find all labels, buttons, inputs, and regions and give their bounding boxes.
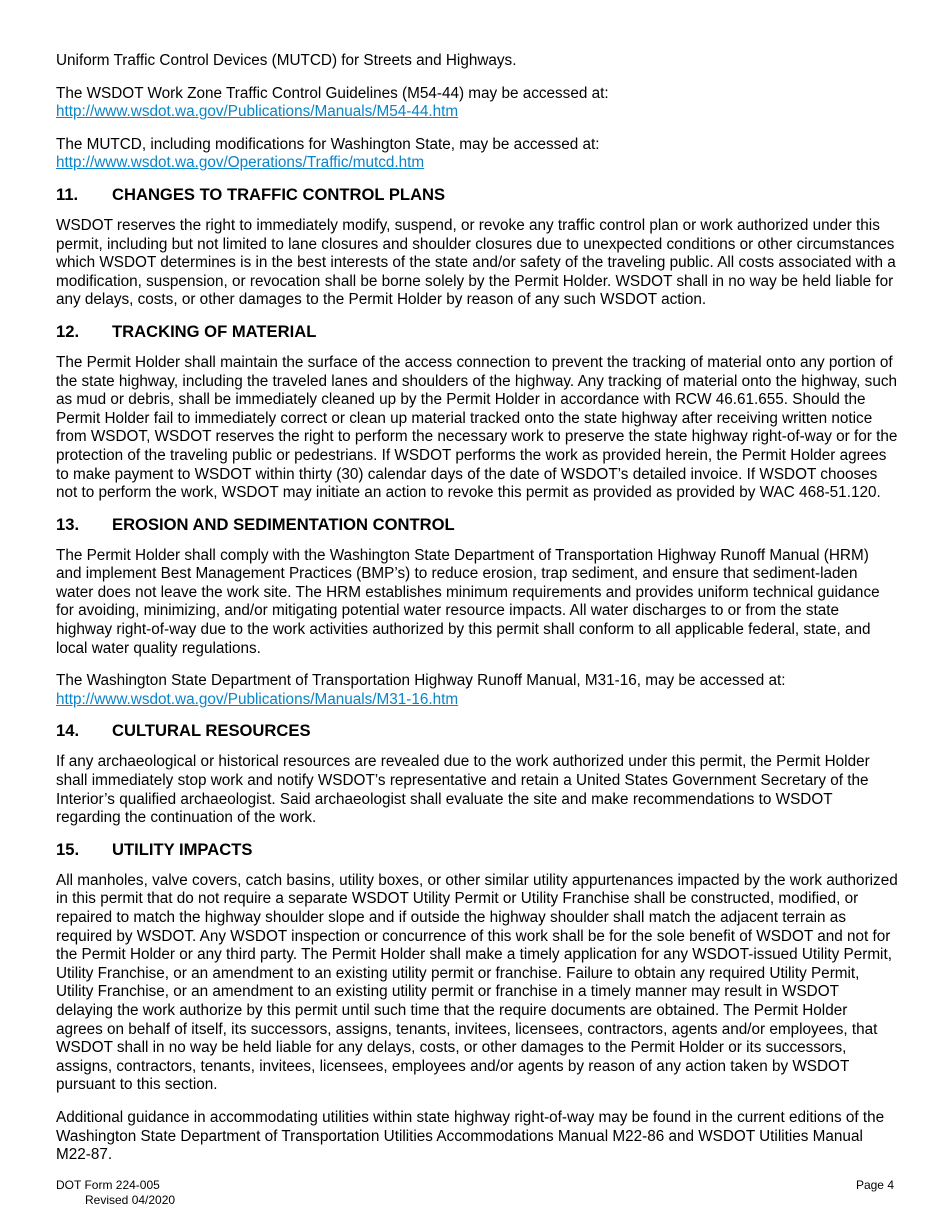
section-11-heading <box>56 185 898 205</box>
section-12-body: The Permit Holder shall maintain the surface of the access connection to prevent the tracking of material onto any portion of the state highway, including the traveled lanes and shoulders of the highway. Any tracking of material onto the highway, such as mud or debris, shall be immediately cleaned up by the Permit Holder in accordance with RCW 46.61.655. Should the Permit Holder fail to immediately correct or clean up material tracked onto the state highway after receiving written notice from WSDOT, WSDOT reserves the right to perform the necessary work to preserve the state highway right-of-way or for the protection of the traveling public or pedestrians. If WSDOT performs the work as provided herein, the Permit Holder agrees to make payment to WSDOT within thirty (30) calendar days of the date of WSDOT’s detailed invoice. If WSDOT chooses not to perform the work, WSDOT may initiate an action to revoke this permit as provided as provided by WAC 468-51.120. <box>56 353 898 502</box>
m54-44-paragraph <box>56 85 898 122</box>
section-13-body: The Permit Holder shall comply with the Washington State Department of Transportation Highway Runoff Manual (HRM) and implement Best Management Practices (BMP’s) to reduce erosion, trap sediment, and ensure that sediment-laden water does not leave the work site. The HRM establishes minimum requirements and provides uniform technical guidance for avoiding, minimizing, and/or mitigating potential water resource impacts. All water discharges to or from the state highway right-of-way due to the work activities authorized by this permit shall conform to all applicable federal, state, and local water quality regulations. <box>56 546 880 657</box>
mutcd-paragraph <box>56 136 898 173</box>
section-13-heading <box>56 515 898 535</box>
m54-44-text: The WSDOT Work Zone Traffic Control Guidelines (M54-44) may be accessed at: <box>56 84 609 102</box>
section-12-heading <box>56 322 898 342</box>
m54-44-link[interactable]: http://www.wsdot.wa.gov/Publications/Manuals/M54-44.htm <box>56 103 459 121</box>
section-15-title: UTILITY IMPACTS <box>112 839 253 859</box>
section-11-title: CHANGES TO TRAFFIC CONTROL PLANS <box>112 184 446 204</box>
section-11-body: WSDOT reserves the right to immediately modify, suspend, or revoke any traffic control plan or work authorized under this permit, including but not limited to lane closures and shoulder closures due to unexpected conditions or other circumstances which WSDOT determines is in the best interests of the state and/or safety of the traveling public. All costs associated with a modification, suspension, or revocation shall be borne solely by the Permit Holder. WSDOT shall in no way be held liable for any delays, costs, or other damages to the Permit Holder by reason of any such WSDOT action. <box>56 216 896 309</box>
section-12-number: 12. <box>56 321 80 341</box>
section-14-heading <box>56 721 898 741</box>
page-number: Page 4 <box>855 1178 894 1192</box>
mutcd-link[interactable]: http://www.wsdot.wa.gov/Operations/Traffic/mutcd.htm <box>56 154 425 172</box>
revision-date: Revised 04/2020 <box>85 1193 176 1207</box>
form-number: DOT Form 224-005 <box>56 1178 160 1192</box>
section-15-guidance: Additional guidance in accommodating utilities within state highway right-of-way may be found in the current editions of the Washington State Department of Transportation Utilities Accommodations Manual M22-86 and WSDOT Utilities Manual M22-87. <box>56 1108 885 1164</box>
section-13-number: 13. <box>56 514 80 534</box>
section-14-number: 14. <box>56 721 80 741</box>
document-page <box>56 52 898 1179</box>
section-15-body: All manholes, valve covers, catch basins, utility boxes, or other similar utility appurtenances impacted by the work authorized in this permit that do not require a separate WSDOT Utility Permit or Utility Franchise shall be constructed, modified, or repaired to match the highway shoulder slope and if outside the highway shoulder shall match the adjacent terrain as required by WSDOT. Any WSDOT inspection or concurrence of this work shall be for the sole benefit of WSDOT and not for the Permit Holder or any third party. The Permit Holder shall make a timely application for any WSDOT-issued Utility Permit, Utility Franchise, or an amendment to an existing utility permit or franchise. Failure to obtain any required Utility Permit, Utility Franchise, or an amendment to an existing utility permit or franchise in a timely manner may result in WSDOT delaying the work authorize by this permit until such time that the require documents are obtained. The Permit Holder agrees on behalf of itself, its successors, assigns, tenants, invitees, licensees, contractors, agents and/or employees, that WSDOT shall in no way be held liable for any delays, costs, or other damages to the Permit Holder or its successors, assigns, contractors, tenants, invitees, licensees, employees and/or agents by reason of any action taken by WSDOT pursuant to this section. <box>56 871 898 1094</box>
m31-16-link[interactable]: http://www.wsdot.wa.gov/Publications/Manuals/M31-16.htm <box>56 690 459 708</box>
section-14-body: If any archaeological or historical resources are revealed due to the work authorized under this permit, the Permit Holder shall immediately stop work and notify WSDOT’s representative and retain a United States Government Secretary of the Interior’s qualified archaeologist. Said archaeologist shall evaluate the site and make recommendations to WSDOT regarding the continuation of the work. <box>56 753 870 827</box>
section-11-number: 11. <box>56 184 79 204</box>
m31-16-text: The Washington State Department of Transportation Highway Runoff Manual, M31-16, may be accessed at: <box>56 672 786 690</box>
section-12-title: TRACKING OF MATERIAL <box>112 321 317 341</box>
intro-line: Uniform Traffic Control Devices (MUTCD) for Streets and Highways. <box>56 52 517 69</box>
m31-16-paragraph <box>56 672 898 709</box>
section-13-title: EROSION AND SEDIMENTATION CONTROL <box>112 514 455 534</box>
section-14-title: CULTURAL RESOURCES <box>112 721 311 741</box>
section-15-number: 15. <box>56 839 80 859</box>
mutcd-text: The MUTCD, including modifications for Washington State, may be accessed at: <box>56 135 600 153</box>
section-15-heading <box>56 840 898 860</box>
